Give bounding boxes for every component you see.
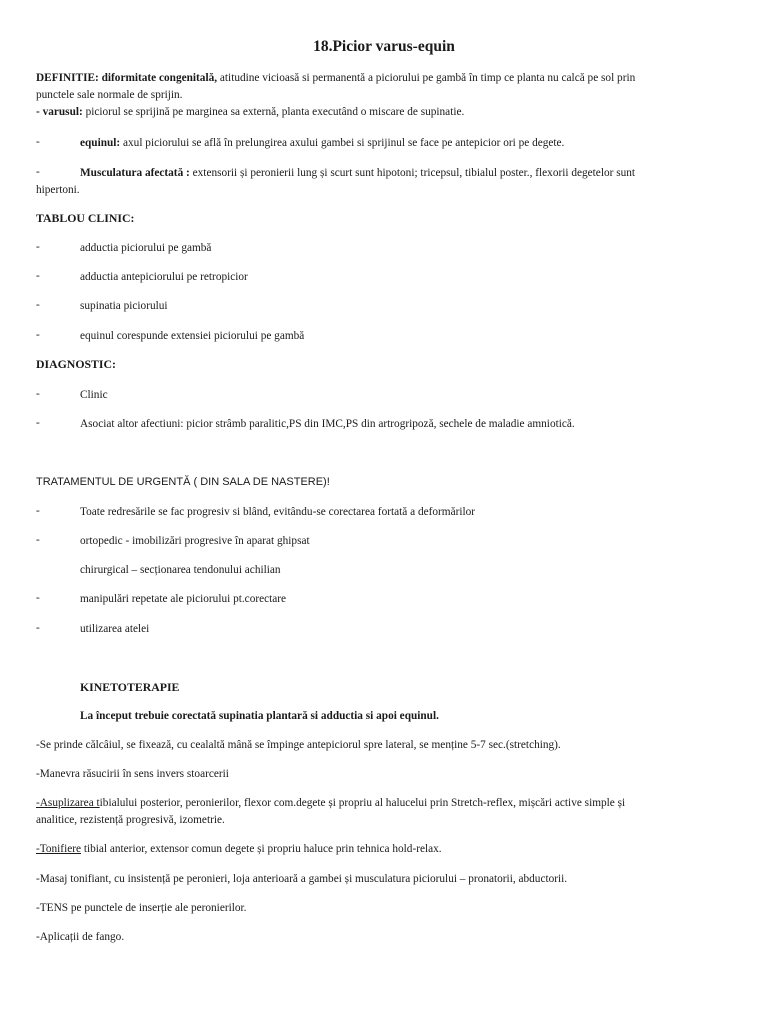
kineto-paragraph-7: -Aplicații de fango. [36, 931, 125, 943]
varusul-line [36, 105, 464, 119]
tonifiere-text: tibial anterior, extensor comun degete și propriu haluce prin tehnica hold-relax. [81, 843, 442, 855]
diagnostic-item-2: Asociat altor afectiuni: picior strâmb paralitic,PS din IMC,PS din artrogripoză, sechele de maladie amniotică. [80, 418, 575, 430]
tablou-dash-2: - [36, 270, 40, 282]
definitie-line-2: punctele sale normale de sprijin. [36, 89, 183, 101]
kineto-paragraph-1: -Se prinde călcâiul, se fixează, cu cealaltă mână se împinge antepiciorul spre lateral, se menține 5-7 sec.(stretching). [36, 739, 561, 751]
tablou-dash-1: - [36, 241, 40, 253]
definitie-text-1: atitudine vicioasă si permanentă a piciorului pe gambă în timp ce planta nu calcă pe sol prin [219, 72, 636, 84]
tratament-dash-4: - [36, 592, 40, 604]
diagnostic-heading: DIAGNOSTIC: [36, 357, 116, 371]
tablou-item-1: adductia piciorului pe gambă [80, 242, 212, 254]
kineto-paragraph-3-line-2: analitice, rezistență progresivă, izometrie. [36, 814, 225, 826]
tratament-heading: TRATAMENTUL DE URGENTĂ ( DIN SALA DE NASTERE)! [36, 476, 330, 488]
tablou-item-2: adductia antepiciorului pe retropicior [80, 271, 248, 283]
kinetoterapie-subheading: La început trebuie corectată supinatia plantară si adductia si apoi equinul. [80, 710, 439, 722]
tratament-item-5: utilizarea atelei [80, 623, 150, 635]
tratament-dash-5: - [36, 622, 40, 634]
tratament-item-1: Toate redresările se fac progresiv si blând, evitându-se corectarea fortată a deformărilor [80, 506, 476, 518]
tablou-item-3: supinatia piciorului [80, 300, 168, 312]
diagnostic-item-1: Clinic [80, 389, 108, 401]
tablou-clinic-heading: TABLOU CLINIC: [36, 211, 135, 225]
kineto-paragraph-4 [36, 842, 442, 856]
diagnostic-dash-2: - [36, 417, 40, 429]
kineto-paragraph-3-line-1 [36, 796, 625, 810]
equinul-label: equinul: [80, 137, 121, 149]
asuplizarea-term: -Asuplizarea t [36, 797, 100, 809]
tratament-dash-2: - [36, 534, 40, 546]
musculatura-line-2: hipertoni. [36, 184, 80, 196]
tablou-dash-3: - [36, 299, 40, 311]
kinetoterapie-heading: KINETOTERAPIE [80, 680, 180, 694]
diagnostic-dash-1: - [36, 388, 40, 400]
musculatura-label: Musculatura afectată : [80, 167, 190, 179]
equinul-line [80, 136, 564, 150]
musculatura-line-1 [80, 166, 635, 180]
musculatura-text-1: extensorii și peronierii lung și scurt sunt hipotoni; tricepsul, tibialul poster., flexorii degetelor sunt [192, 167, 636, 179]
definitie-term: diformitate congenitală, [101, 72, 218, 84]
tratament-item-2: ortopedic - imobilizări progresive în aparat ghipsat [80, 535, 310, 547]
tratament-dash-1: - [36, 505, 40, 517]
definitie-label: DEFINITIE: [36, 72, 99, 84]
equinul-dash: - [36, 136, 40, 148]
kineto-paragraph-2: -Manevra răsucirii în sens invers stoarcerii [36, 768, 229, 780]
tablou-dash-4: - [36, 329, 40, 341]
kineto-paragraph-6: -TENS pe punctele de inserție ale peronierilor. [36, 902, 247, 914]
equinul-text: axul piciorului se află în prelungirea axului gambei si sprijinul se face pe antepicior ori pe degete. [123, 137, 565, 149]
varusul-text: piciorul se sprijină pe marginea sa externă, planta executând o miscare de supinatie. [85, 106, 465, 118]
tonifiere-term: -Tonifiere [36, 843, 81, 855]
varusul-label: - varusul: [36, 106, 83, 118]
tablou-item-4: equinul corespunde extensiei piciorului pe gambă [80, 330, 305, 342]
definitie-line-1 [36, 71, 635, 85]
musculatura-dash: - [36, 166, 40, 178]
tratament-item-4: manipulări repetate ale piciorului pt.corectare [80, 593, 287, 605]
tratament-item-3: chirurgical – secționarea tendonului achilian [80, 564, 281, 576]
page-title: 18.Picior varus-equin [313, 38, 455, 55]
kineto-paragraph-5: -Masaj tonifiant, cu insistență pe peronieri, loja anterioară a gambei și musculatura piciorului – pronatorii, abductorii. [36, 873, 568, 885]
asuplizarea-text: ibialului posterior, peronierilor, flexor com.degete și propriu al halucelui prin Stretch-reflex, mișcări active simple și [99, 797, 626, 809]
